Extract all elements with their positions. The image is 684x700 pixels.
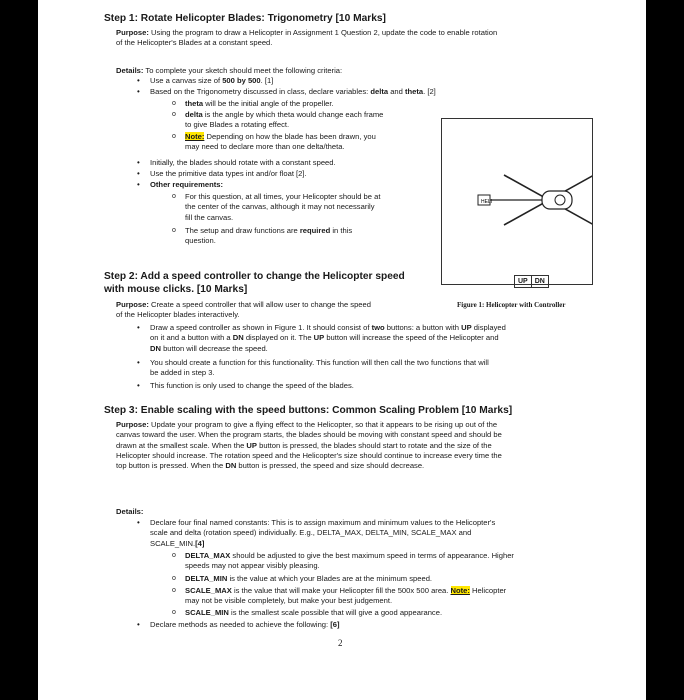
bullet-icon: • (137, 518, 140, 527)
sub-bullet-icon: o (172, 587, 176, 594)
step1-bullet-types: Use the primitive data types int and/or float [2]. (150, 169, 307, 178)
step2-heading: Step 2: Add a speed controller to change the Helicopter speed with mouse clicks. [10 Marks] (104, 271, 405, 295)
step1-delta: delta is the angle by which theta would change each frame to give Blades a rotating effect. (185, 110, 384, 130)
step1-bullet-canvas: Use a canvas size of 500 by 500. [1] (150, 76, 274, 85)
step3-scale-max: SCALE_MAX is the value that will make your Helicopter fill the 500x 500 area. Note: Helicopter may not be visible completely, but make your best judgement. (185, 586, 507, 606)
step1-purpose: Purpose: Using the program to draw a Helicopter in Assignment 1 Question 2, update the code to enable rotation of the Helicopter's Blades at a constant speed. (116, 28, 498, 48)
step3-bullet-constants: Declare four final named constants: This is to assign maximum and minimum values to the Helicopter's scale and delta (rotation speed) individually. E.g., DELTA_MAX, DELTA_MIN, SCALE_MAX and SCALE_MIN.[4] (150, 518, 496, 548)
step2-purpose: Purpose: Create a speed controller that will allow user to change the speed of the Helicopter blades interactively. (116, 300, 371, 320)
step2-bullet-speed-only: This function is only used to change the speed of the blades. (150, 381, 354, 390)
bullet-icon: • (137, 358, 140, 367)
step1-setup-draw: The setup and draw functions are required in this question. (185, 226, 353, 246)
bullet-icon: • (137, 381, 140, 390)
figure-caption: Figure 1: Helicopter with Controller (457, 301, 566, 309)
step3-purpose: Purpose: Update your program to give a flying effect to the Helicopter, so that it appears to be rising up out of the canvas toward the user. When the program starts, the blades should be moving with constant speed and should be drawn at the smallest scale. When the UP button is pressed, the blades should start to rotate and the size of the Helicopter should increase. The rotation speed and the Helicopter's size should continue to increase every time the top button is pressed. When the DN button is pressed, the speed and size should decrease. (116, 420, 502, 471)
step1-bullet-variables: Based on the Trigonometry discussed in class, declare variables: delta and theta. [2] (150, 87, 436, 96)
step2-bullet-controller: Draw a speed controller as shown in Figure 1. It should consist of two buttons: a button with UP displayed on it and a button with a DN displayed on it. The UP button will increase the speed of the Helicopter and DN button will decrease the speed. (150, 323, 506, 353)
step3-heading: Step 3: Enable scaling with the speed buttons: Common Scaling Problem [10 Marks] (104, 405, 513, 416)
page-number: 2 (338, 638, 343, 648)
step1-center: For this question, at all times, your Helicopter should be at the center of the canvas, although it may not necessarily fill the canvas. (185, 192, 381, 222)
bullet-icon: • (137, 158, 140, 167)
step1-theta: theta will be the initial angle of the propeller. (185, 99, 334, 108)
step3-bullet-methods: Declare methods as needed to achieve the following: [6] (150, 620, 340, 629)
sub-bullet-icon: o (172, 133, 176, 140)
sub-bullet-icon: o (172, 575, 176, 582)
step3-delta-min: DELTA_MIN is the value at which your Blades are at the minimum speed. (185, 574, 433, 583)
sub-bullet-icon: o (172, 100, 176, 107)
step1-note: Note: Depending on how the blade has been drawn, you may need to declare more than one delta/theta. (185, 132, 376, 152)
figure-helicopter (441, 118, 593, 285)
step1-heading: Step 1: Rotate Helicopter Blades: Trigonometry [10 Marks] (104, 13, 386, 24)
dn-button[interactable]: DN (534, 278, 545, 285)
tail-label: HELI (481, 199, 493, 205)
helicopter-drawing (442, 119, 592, 284)
bullet-icon: • (137, 169, 140, 178)
bullet-icon: • (137, 180, 140, 189)
step2-bullet-function: You should create a function for this functionality. This function will then call the two functions that will be added in step 3. (150, 358, 489, 378)
step3-scale-min: SCALE_MIN is the smallest scale possible that will give a good appearance. (185, 608, 443, 617)
step1-bullet-constant: Initially, the blades should rotate with a constant speed. (150, 158, 336, 167)
up-button[interactable]: UP (515, 276, 532, 287)
step3-details-label: Details: (116, 507, 144, 516)
step1-bullet-other: Other requirements: (150, 180, 224, 189)
sub-bullet-icon: o (172, 111, 176, 118)
sub-bullet-icon: o (172, 193, 176, 200)
step1-details: Details: To complete your sketch should meet the following criteria: (116, 66, 343, 75)
sub-bullet-icon: o (172, 552, 176, 559)
bullet-icon: • (137, 76, 140, 85)
sub-bullet-icon: o (172, 609, 176, 616)
step3-delta-max: DELTA_MAX should be adjusted to give the best maximum speed in terms of appearance. Higher speeds may not appear visibly pleasing. (185, 551, 514, 571)
document-page (38, 0, 646, 700)
speed-controller (514, 275, 549, 288)
sub-bullet-icon: o (172, 227, 176, 234)
bullet-icon: • (137, 620, 140, 629)
bullet-icon: • (137, 323, 140, 332)
bullet-icon: • (137, 87, 140, 96)
